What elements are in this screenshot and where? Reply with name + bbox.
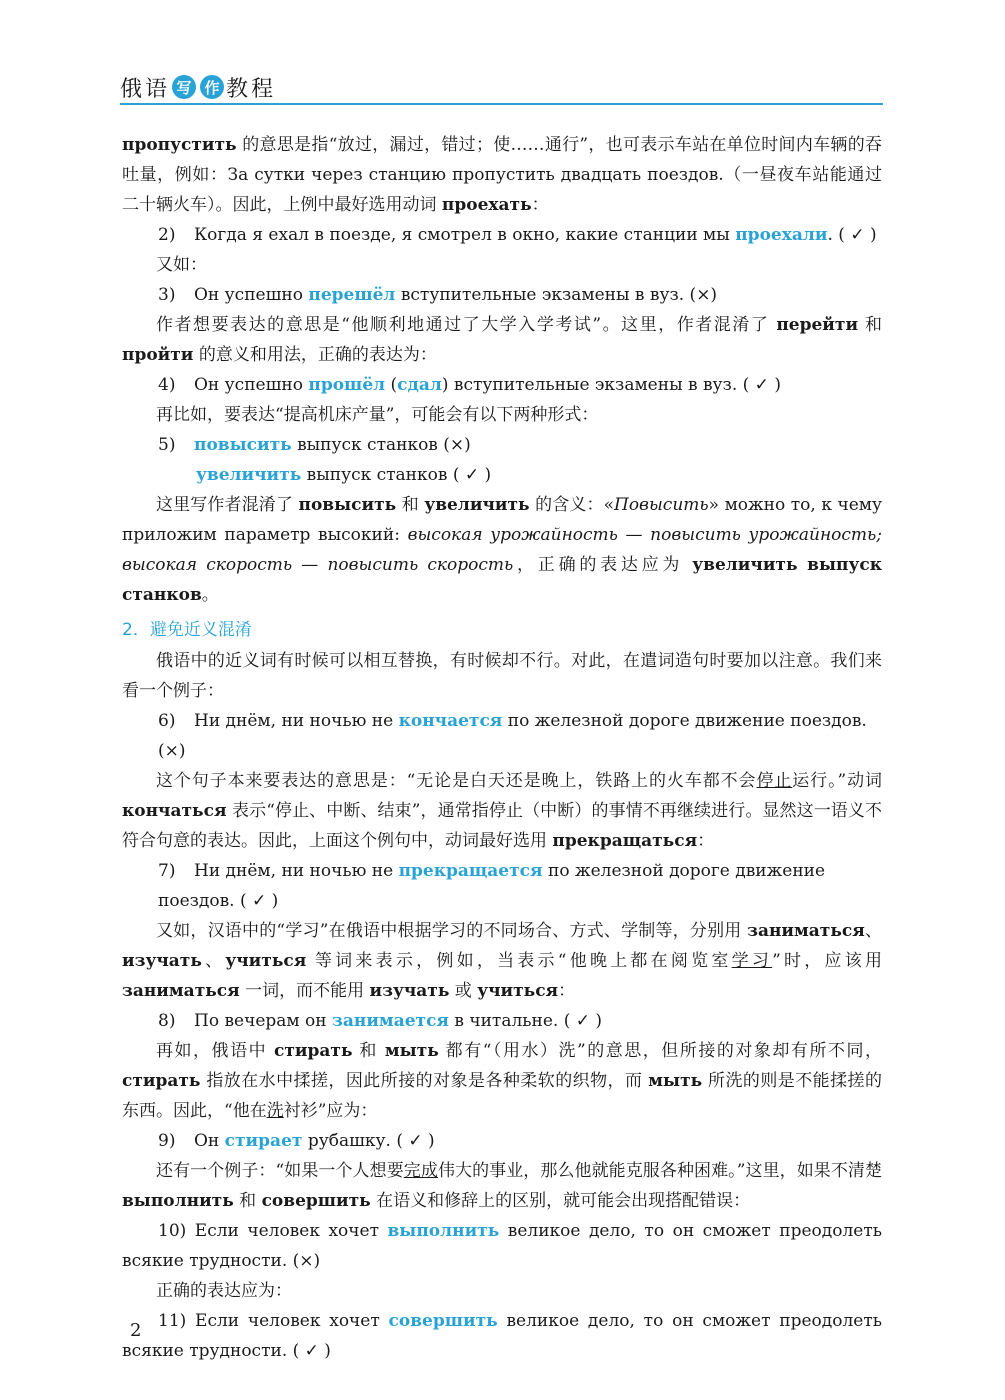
running-header <box>120 70 276 104</box>
highlight-word: прекращается <box>398 861 543 881</box>
text: 指放在水中揉搓，因此所接的对象是各种柔软的织物，而 <box>200 1071 649 1091</box>
example-number: 5) <box>158 435 176 455</box>
example-number: 9) <box>158 1131 176 1151</box>
text: 再如，俄语中 <box>156 1041 275 1061</box>
example-9 <box>122 1126 882 1156</box>
text: 又如，汉语中的“学习”在俄语中根据学习的不同场合、方式、学制等，分别用 <box>156 921 748 941</box>
example-4 <box>122 370 882 400</box>
text: 表示“停止、中断、结束”，通常指停止（中断）的事情不再继续进行。显然这一语义不符合句意的表达。因此，上面这个例句中，动词最好选用 <box>122 801 882 851</box>
text: 这里写作者混淆了 <box>156 495 299 515</box>
highlight-word: увеличить <box>196 465 302 485</box>
example-text: Он <box>194 1131 225 1151</box>
russian-term: учиться <box>225 951 307 971</box>
russian-term: изучать <box>369 981 450 1001</box>
russian-term: стирать <box>274 1041 353 1061</box>
highlight-word: совершить <box>388 1311 498 1331</box>
text: ，正确的表达应为 <box>513 555 693 575</box>
underlined-word: 学习 <box>731 951 773 971</box>
russian-term: увеличить <box>424 495 530 515</box>
example-mark: . ( ✓ ) <box>827 225 877 245</box>
highlight-word: кончается <box>398 711 503 731</box>
example-number: 10) <box>158 1221 187 1241</box>
russian-term: кончаться <box>122 801 227 821</box>
text: （一昼夜车站能通过二十辆火车）。因此，上例中最好选用动词 <box>122 165 882 215</box>
highlight-word: сдал <box>397 375 442 395</box>
russian-term: совершить <box>261 1191 371 1211</box>
example-text: Он успешно <box>194 285 309 305</box>
paragraph <box>122 916 882 1006</box>
text: 、 <box>864 921 882 941</box>
russian-term: повысить <box>298 495 397 515</box>
example-6 <box>122 706 882 766</box>
text: 还有一个例子：“如果一个人想要 <box>156 1161 404 1181</box>
russian-term: учиться <box>477 981 559 1001</box>
example-10 <box>122 1216 882 1276</box>
highlight-word: проехали <box>735 225 828 245</box>
text: 这个句子本来要表达的意思是：“无论是白天还是晚上，铁路上的火车都不会 <box>156 771 757 791</box>
example-5b <box>122 460 882 490</box>
paragraph <box>122 310 882 370</box>
underlined-word: 停止 <box>756 771 793 791</box>
italic-term: Повысить <box>614 495 709 515</box>
example-text: Если человек хочет <box>186 1311 389 1331</box>
highlight-word: прошёл <box>308 375 386 395</box>
example-text: Ни днём, ни ночью не <box>194 861 399 881</box>
example-text: Ни днём, ни ночью не <box>194 711 399 731</box>
header-char: 俄 <box>120 76 146 102</box>
russian-term: пройти <box>122 345 194 365</box>
example-mark: выпуск станков ( ✓ ) <box>301 465 492 485</box>
example-mark: по железной дороге движение поездов. ( ✓ ) <box>158 861 826 911</box>
russian-example: За сутки через станцию пропустить двадцать поездов. <box>227 165 724 185</box>
example-11 <box>122 1306 882 1366</box>
russian-term: проехать <box>441 195 532 215</box>
text: 和 <box>352 1041 385 1061</box>
paragraph <box>122 130 882 220</box>
example-mark: в читальне. ( ✓ ) <box>448 1011 603 1031</box>
text: 的意义和用法，正确的表达为： <box>193 345 437 365</box>
text: 的意思是指“放过，漏过，错过；使……通行”，也可表示车站在单位时间内车辆的吞吐量，例如： <box>122 135 882 185</box>
header-char: 程 <box>251 76 277 102</box>
underlined-word: 完成 <box>403 1161 438 1181</box>
example-number: 8) <box>158 1011 176 1031</box>
text: 和 <box>858 315 882 335</box>
text: 衬衫”应为： <box>283 1101 378 1121</box>
russian-term: заниматься <box>122 981 240 1001</box>
russian-term: изучать <box>122 951 202 971</box>
paragraph <box>122 766 882 856</box>
paragraph: 又如： <box>156 255 207 275</box>
russian-term: прекращаться <box>552 831 698 851</box>
example-2 <box>122 220 882 250</box>
text: 等词来表示，例如，当表示“他晚上都在阅览室 <box>306 951 732 971</box>
example-mark: великое дело, то он сможет преодолеть всякие трудности. (×) <box>122 1221 882 1271</box>
example-8 <box>122 1006 882 1036</box>
text: 运行。”动词 <box>792 771 882 791</box>
example-number: 6) <box>158 711 176 731</box>
example-number: 2) <box>158 225 176 245</box>
paragraph: 正确的表达应为： <box>156 1281 292 1301</box>
header-divider <box>120 103 883 105</box>
example-text: Если человек хочет <box>186 1221 388 1241</box>
example-text: Когда я ехал в поезде, я смотрел в окно, какие станции мы <box>194 225 736 245</box>
example-7 <box>122 856 882 916</box>
paragraph: 俄语中的近义词有时候可以相互替换，有时候却不行。对此，在遣词造句时要加以注意。我们来看一个例子： <box>122 651 882 701</box>
example-mark: выпуск станков (×) <box>291 435 471 455</box>
text: 。 <box>201 585 219 605</box>
text: 或 <box>449 981 478 1001</box>
example-text: Он успешно <box>194 375 309 395</box>
example-mark: рубашку. ( ✓ ) <box>302 1131 435 1151</box>
page-number: 2 <box>130 1320 142 1341</box>
russian-term: заниматься <box>747 921 865 941</box>
example-number: 3) <box>158 285 176 305</box>
example-number: 4) <box>158 375 176 395</box>
russian-term: мыть <box>384 1041 439 1061</box>
text: ： <box>697 831 715 851</box>
header-circle-char: 作 <box>200 75 224 99</box>
highlight-word: выполнить <box>387 1221 500 1241</box>
text: 的含义：« <box>529 495 614 515</box>
text: ”时，应该用 <box>772 951 882 971</box>
paragraph <box>122 1036 882 1126</box>
highlight-word: перешёл <box>308 285 396 305</box>
example-5 <box>122 430 882 460</box>
highlight-word: занимается <box>332 1011 449 1031</box>
russian-term: увеличить выпуск станков <box>122 555 882 605</box>
header-circle-char: 写 <box>172 75 196 99</box>
text: 都有“（用水）洗”的意思，但所接的对象却有所不同， <box>438 1041 882 1061</box>
body-text <box>122 130 882 1366</box>
example-mark: вступительные экзамены в вуз. ( ✓ ) <box>448 375 781 395</box>
text: 和 <box>396 495 425 515</box>
text: 、 <box>201 951 226 971</box>
russian-term: пропустить <box>122 135 237 155</box>
underlined-word: 洗 <box>266 1101 284 1121</box>
text: 在语义和修辞上的区别，就可能会出现搭配错误： <box>370 1191 751 1211</box>
text: ： <box>531 195 549 215</box>
example-mark: вступительные экзамены в вуз. (×) <box>395 285 718 305</box>
example-text: По вечерам он <box>194 1011 333 1031</box>
russian-term: стирать <box>122 1071 201 1091</box>
paragraph <box>122 1156 882 1216</box>
text: 作者想要表达的意思是“他顺利地通过了大学入学考试”。这里，作者混淆了 <box>156 315 777 335</box>
text: » можно то, к чему приложим параметр высокий: <box>122 495 883 545</box>
text: ： <box>558 981 576 1001</box>
section-heading: 2．避免近义混淆 <box>122 620 252 640</box>
russian-term: перейти <box>776 315 859 335</box>
example-text: ( <box>385 375 398 395</box>
text: 一词，而不能用 <box>239 981 370 1001</box>
example-number: 7) <box>158 861 176 881</box>
example-number: 11) <box>158 1311 187 1331</box>
italic-examples: высокая урожайность — повысить урожайность; высокая скорость — повысить скорость <box>122 525 883 575</box>
text: 和 <box>233 1191 262 1211</box>
example-text: ) <box>441 375 449 395</box>
russian-term: мыть <box>648 1071 703 1091</box>
example-3 <box>122 280 882 310</box>
example-mark: по железной дороге движение поездов. (×) <box>158 711 867 761</box>
header-char: 教 <box>226 76 252 102</box>
paragraph <box>122 490 882 610</box>
text: 伟大的事业，那么他就能克服各种困难。”这里，如果不清楚 <box>437 1161 882 1181</box>
highlight-word: стирает <box>224 1131 303 1151</box>
example-mark: великое дело, то он сможет преодолеть всякие трудности. ( ✓ ) <box>122 1311 883 1361</box>
paragraph: 再比如，要表达“提高机床产量”，可能会有以下两种形式： <box>156 405 599 425</box>
highlight-word: повысить <box>194 435 292 455</box>
text: 所洗的则是不能揉搓的东西。因此，“他在 <box>122 1071 882 1121</box>
header-char: 语 <box>145 76 171 102</box>
russian-term: выполнить <box>122 1191 234 1211</box>
